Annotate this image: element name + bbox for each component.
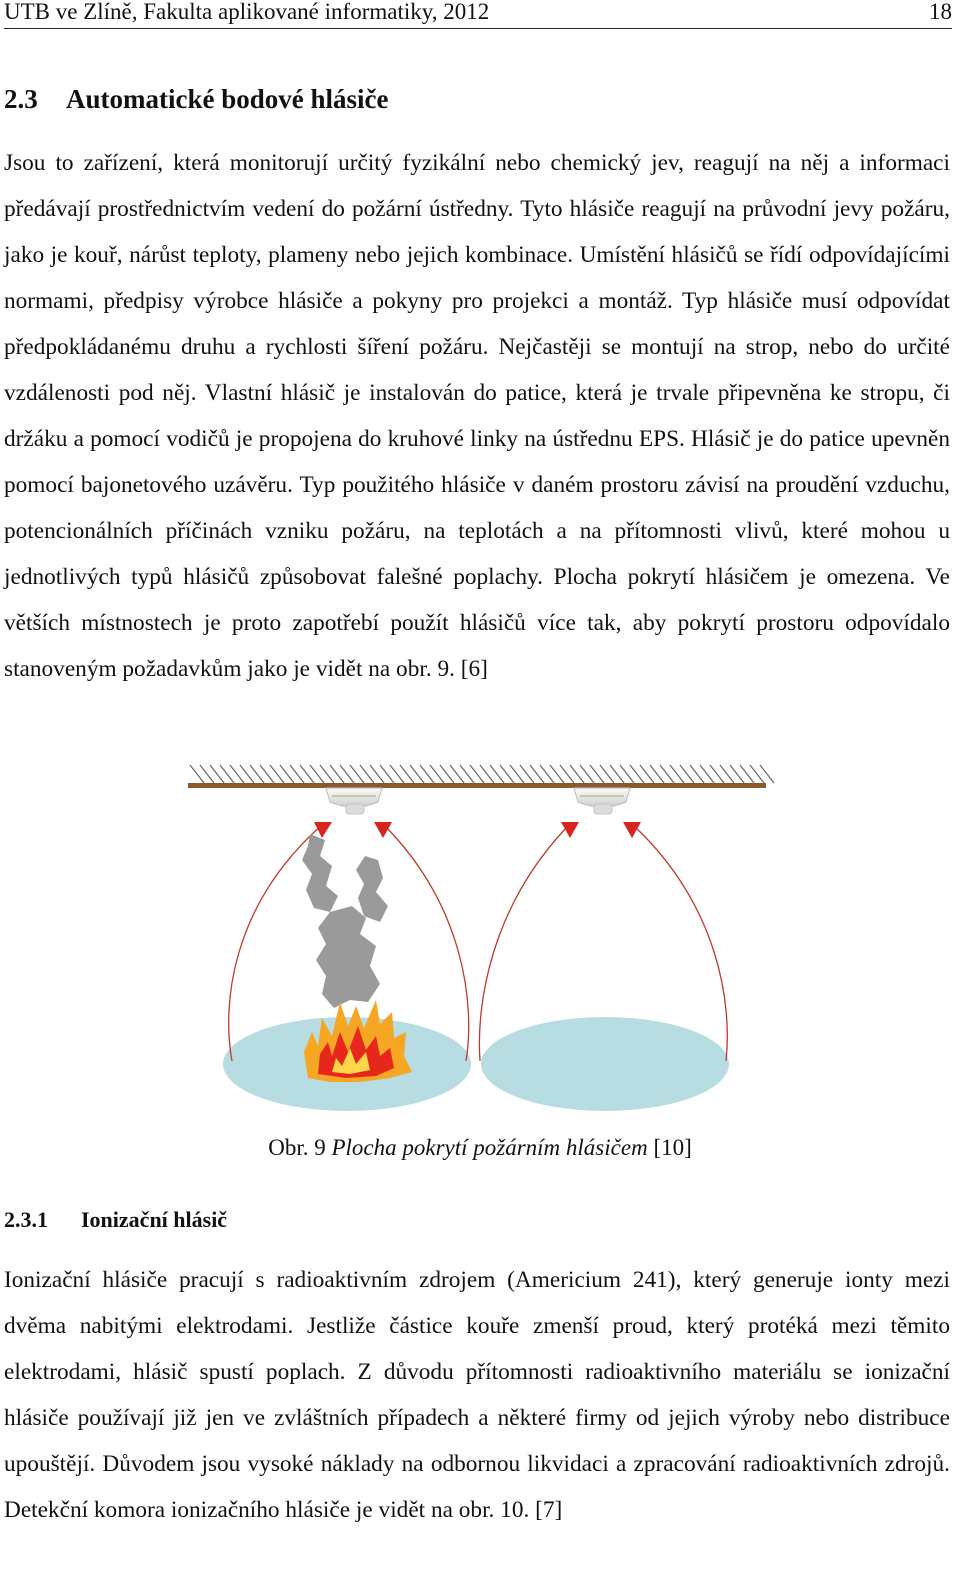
- caption-title: Plocha pokrytí požárním hlásičem: [331, 1135, 648, 1160]
- section-title: Automatické bodové hlásiče: [66, 84, 389, 114]
- section-number: 2.3: [4, 84, 38, 114]
- subsection-title: Ionizační hlásič: [81, 1207, 228, 1232]
- figure-caption: [0, 1133, 960, 1163]
- caption-prefix: Obr. 9: [268, 1135, 326, 1160]
- page-number: 18: [929, 0, 952, 24]
- header-title: UTB ve Zlíně, Fakulta aplikované informatiky, 2012: [4, 0, 490, 24]
- caption-reference: [10]: [653, 1135, 692, 1160]
- ionization-paragraph: Ionizační hlásiče pracují s radioaktivním zdrojem (Americium 241), který generuje ionty mezi dvěma nabitými elektrodami. Jestliže částice kouře zmenší proud, který protéká mezi těmito elektrodami, hlásič spustí poplach. Z důvodu přítomnosti radioaktivního materiálu se ionizační hlásiče používají již jen ve zvláštních případech a některé firmy od jejich výroby nebo distribuce upouštějí. Důvodem jsou vysoké náklady na odbornou likvidaci a zpracování radioaktivních zdrojů. Detekční komora ionizačního hlásiče je vidět na obr. 10. [7]: [4, 1267, 950, 1523]
- flame: [304, 1000, 412, 1082]
- subsection-number: 2.3.1: [4, 1207, 48, 1232]
- smoke: [302, 834, 388, 1008]
- coverage-figure: [180, 756, 780, 1116]
- subsection-heading: [4, 1205, 227, 1235]
- ceiling-hatch: [190, 765, 774, 783]
- intro-paragraph: Jsou to zařízení, která monitorují určitý fyzikální nebo chemický jev, reagují na něj a informaci předávají prostřednictvím vedení do požární ústředny. Tyto hlásiče reagují na průvodní jevy požáru, jako je kouř, nárůst teploty, plameny nebo jejich kombinace. Umístění hlásičů se řídí odpovídajícími normami, předpisy výrobce hlásiče a pokyny pro projekci a montáž. Typ hlásiče musí odpovídat předpokládanému druhu a rychlosti šíření požáru. Nejčastěji se montují na strop, nebo do určité vzdálenosti pod něj. Vlastní hlásič je instalován do patice, která je trvale připevněna ke stropu, či držáku a pomocí vodičů je propojena do kruhové linky na ústřednu EPS. Hlásič je do patice upevněn pomocí bajonetového uzávěru. Typ použitého hlásiče v daném prostoru závisí na proudění vzduchu, potencionálních příčinách vzniku požáru, na teplotách a na přítomnosti vlivů, které mohou u jednotlivých typů hlásičů způsobovat falešné poplachy. Plocha pokrytí hlásičem je omezena. Ve větších místnostech je proto zapotřebí použít hlásičů více tak, aby pokrytí prostoru odpovídalo stanoveným požadavkům jako je vidět na obr. 9. [6]: [4, 150, 950, 682]
- ceiling: [188, 783, 766, 788]
- detector-right: [574, 788, 630, 814]
- coverage-area-right: [481, 1017, 729, 1111]
- coverage-diagram: [180, 756, 780, 1116]
- section-heading: [4, 82, 388, 116]
- running-header: [4, 0, 952, 29]
- detector-left: [326, 788, 382, 814]
